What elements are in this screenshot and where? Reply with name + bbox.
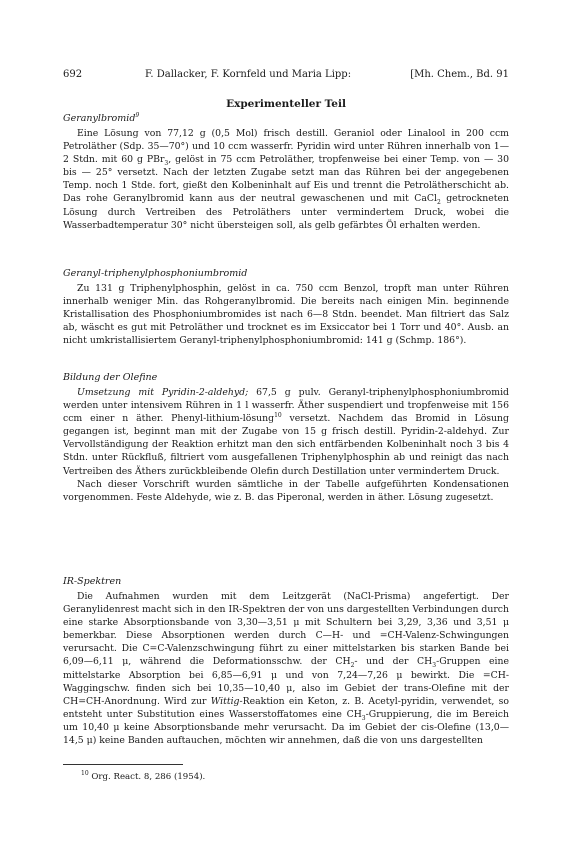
page-number: 692 xyxy=(63,69,83,80)
subsection-heading: Bildung der Olefine xyxy=(63,372,158,383)
italic-name: Wittig xyxy=(210,695,240,707)
footnote-number: 10 xyxy=(81,770,89,778)
text-run: versetzt. Nachdem das Bromid in Lösung gegangen ist, beginnt man mit der Zugabe von 15 g frisch destill. Pyridin-2-aldehyd. Zur Vervollständigung der Reaktion erhitzt man den sich entfärbenden Kolbeninhalt noch 3 bis 4 Stdn. unter Rückfluß, filtriert vom ausgefallenen Triphenylphosphin ab und reinigt das nach Vertreiben des Äthers zurückbleibende Olefin durch Destillation unter vermindertem Druck. xyxy=(63,413,509,477)
subscript: 2 xyxy=(350,662,355,670)
text-run: -Reaktion ein Keton, z. B. Acetyl-pyridin, verwendet, so entsteht unter Substitution eines Wasserstoffatomes eine CH xyxy=(63,695,509,720)
footnote-divider xyxy=(63,764,183,765)
subscript: 3 xyxy=(164,160,169,168)
subscript: 3 xyxy=(361,714,366,722)
paragraph xyxy=(63,127,509,232)
subsection-heading: Geranyl-triphenylphosphoniumbromid xyxy=(63,268,248,279)
text-run: -Gruppen eine mittelstarke Absorption bei 6,85—6,91 μ und von 7,24—7,26 μ bewirkt. Die =CH-Waggingschw. finden sich bei 10,35—10,40 μ, also im Gebiet der trans-Olefine mit der CH=CH-Anordnung. Wird zur xyxy=(63,656,510,707)
text-run: Die Aufnahmen wurden mit dem Leitzgerät (NaCl-Prisma) angefertigt. Der Geranylidenrest macht sich in den IR-Spektren der von uns dargestellten Verbindungen durch eine starke Absorptionsbande von 3,30—3,51 μ mit Schultern bei 3,29, 3,36 und 3,51 μ bemerkbar. Diese Absorptionen werden durch C—H- und =CH-Valenz-Schwingungen verursacht. Die C=C-Valenzschwingung führt zu einer mittelstarken bis starken Bande bei 6,09—6,11 μ, während die Deformationsschw. der CH xyxy=(63,591,509,668)
text-run: , gelöst in 75 ccm Petroläther, tropfenweise bei einer Temp. von — 30 bis — 25° versetzt. Nach der letzten Zugabe setzt man das Rühren bei der angegebenen Temp. noch 1 Stde. fort, gießt den Kolbeninhalt auf Eis und trennt die Petrolätherschicht ab. Das rohe Geranylbromid kann aus der neutral gewaschenen und mit CaCl xyxy=(63,154,509,205)
paragraph xyxy=(63,590,509,747)
subsection-heading xyxy=(63,112,509,126)
text-run: - und der CH xyxy=(354,656,433,668)
section-ir-spektren xyxy=(63,575,509,747)
subscript: 2 xyxy=(436,199,441,207)
subscript: 3 xyxy=(432,662,437,670)
footnote-ref: 9 xyxy=(135,111,140,119)
text-run: Eine Lösung von 77,12 g (0,5 Mol) frisch destill. Geraniol oder Linalool in 200 ccm Petroläther (Sdp. 35—70°) und 10 ccm wasserfr. Pyridin wird unter Rühren innerhalb von 1—2 Stdn. mit 60 g PBr xyxy=(63,128,509,166)
subsection-heading: IR-Spektren xyxy=(63,576,122,587)
heading-text: Geranylbromid xyxy=(63,113,136,124)
section-title: Experimenteller Teil xyxy=(226,98,346,110)
footnote-ref: 10 xyxy=(274,412,282,420)
paragraph xyxy=(63,386,509,478)
section-olefine xyxy=(63,371,509,504)
paragraph: Nach dieser Vorschrift wurden sämtliche in der Tabelle aufgeführten Kondensationen vorgenommen. Feste Aldehyde, wie z. B. das Piperonal, werden in äther. Lösung zugesetzt. xyxy=(63,478,509,503)
footnote-text: Org. React. 8, 286 (1954). xyxy=(88,772,206,782)
text-run: 67,5 g pulv. Geranyl-triphenylphosphoniumbromid werden unter intensivem Rühren in 1 l wasserfr. Äther suspendiert und tropfenweise mit 156 ccm einer n äther. Phenyl-lithium-lösung xyxy=(63,387,510,425)
header-authors: F. Dallacker, F. Kornfeld und Maria Lipp: xyxy=(145,69,352,80)
section-geranylbromid xyxy=(63,112,509,232)
header-journal: [Mh. Chem., Bd. 91 xyxy=(410,69,509,80)
running-header xyxy=(63,68,509,82)
text-run: getrockneten Lösung durch Vertreiben des Petroläthers unter vermindertem Druck, wobei die Wasserbadtemperatur 30° nicht übersteigen soll, als gelb gefärbtes Öl erhalten werden. xyxy=(63,193,510,231)
italic-lead: Umsetzung mit Pyridin-2-aldehyd; xyxy=(77,387,249,398)
section-phosphoniumbromid xyxy=(63,267,509,347)
paragraph: Zu 131 g Triphenylphosphin, gelöst in ca. 750 ccm Benzol, tropft man unter Rühren innerhalb weniger Min. das Rohgeranylbromid. Die bereits nach einigen Min. beginnende Kristallisation des Phosphoniumbromides ist nach 6—8 Stdn. beendet. Man filtriert das Salz ab, wäscht es gut mit Petroläther und trocknet es im Exsiccator bei 1 Torr und 40°. Ausb. an nicht umkristallisiertem Geranyl-triphenylphosphoniumbromid: 141 g (Schmp. 186°). xyxy=(63,283,509,347)
footnote xyxy=(81,771,205,783)
text-run: -Gruppierung, die im Bereich um 10,40 μ keine Absorptionsbande mehr verursacht. Da im Gebiet der cis-Olefine (13,0—14,5 μ) keine Banden auftauchen, möchten wir annehmen, daß die von uns dargestellten xyxy=(63,708,509,747)
